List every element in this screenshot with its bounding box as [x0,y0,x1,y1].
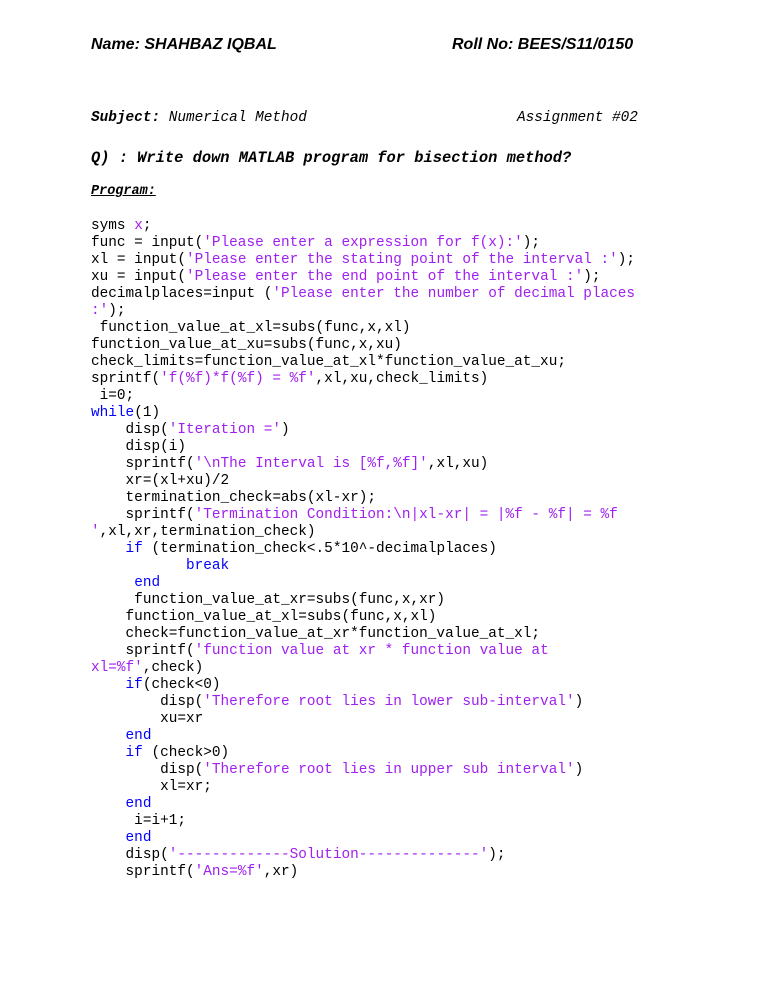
roll-label: Roll No: [452,36,514,53]
code-text: func = input( [91,235,204,251]
code-block [91,218,635,881]
name-value: SHAHBAZ IQBAL [144,36,277,53]
code-line [91,337,635,354]
code-line [91,728,635,745]
code-text: i=0; [91,388,135,404]
code-text: syms [91,218,135,234]
code-string: 'Termination Condition:\n|xl-xr| = |%f - %f| = %f [194,507,618,523]
code-keyword: if [125,541,143,557]
code-text: function_value_at_xr=subs(func,x,xr) [91,592,446,608]
code-text: sprintf( [91,507,195,523]
subject-value: Numerical Method [168,110,307,126]
code-line [91,864,635,881]
code-text: ; [142,218,152,234]
code-line [91,745,635,762]
code-line [91,524,635,541]
code-line [91,609,635,626]
code-text: disp(i) [91,439,186,455]
code-text: (1) [134,405,161,421]
code-text: sprintf( [91,864,195,880]
code-line [91,830,635,847]
code-line [91,252,635,269]
code-line [91,507,635,524]
code-text: sprintf( [91,371,161,387]
code-keyword: end [125,728,152,744]
code-string: 'Please enter the end point of the interval :' [186,269,584,285]
code-keyword: end [134,575,161,591]
code-text: ,xr) [263,864,299,880]
code-text: function_value_at_xu=subs(func,x,xu) [91,337,402,353]
code-line [91,660,635,677]
subject-label: Subject: [91,110,161,126]
code-string: '\nThe Interval is [%f,%f]' [194,456,428,472]
code-text: xu=xr [91,711,204,727]
code-text: sprintf( [91,456,195,472]
code-text: ); [617,252,636,268]
code-line [91,813,635,830]
code-line [91,541,635,558]
code-text: ); [108,303,126,319]
code-line [91,677,635,694]
code-text: xl = input( [91,252,186,268]
code-line [91,286,635,303]
code-line [91,422,635,439]
student-name-line [91,36,277,54]
code-keyword: if [125,677,143,693]
code-text: disp( [91,762,204,778]
code-line [91,490,635,507]
code-text: check=function_value_at_xr*function_value_at_xl; [91,626,541,642]
subject-line [91,110,307,126]
code-text: ); [522,235,541,251]
code-line [91,779,635,796]
code-text: (check>0) [142,745,230,761]
code-line [91,405,635,422]
code-text: disp( [91,847,169,863]
code-string: 'f(%f)*f(%f) = %f' [160,371,316,387]
code-text [91,796,126,812]
code-text: function_value_at_xl=subs(func,x,xl) [91,320,411,336]
code-line [91,626,635,643]
code-string: 'Please enter the stating point of the interval :' [186,252,618,268]
code-text: xr=(xl+xu)/2 [91,473,230,489]
name-label: Name: [91,36,140,53]
code-line [91,643,635,660]
code-line [91,796,635,813]
code-text: i=i+1; [91,813,186,829]
code-line [91,694,635,711]
code-text: (termination_check<.5*10^-decimalplaces) [142,541,497,557]
code-text: (check<0) [142,677,221,693]
code-text: ,xl,xu) [427,456,489,472]
code-string: '-------------Solution--------------' [168,847,489,863]
roll-value: BEES/S11/0150 [517,36,634,53]
code-text: ) [574,762,584,778]
code-keyword: while [91,405,135,421]
code-line [91,269,635,286]
code-text: termination_check=abs(xl-xr); [91,490,376,506]
code-text [91,575,134,591]
code-line [91,456,635,473]
code-string: 'Please enter the number of decimal places [272,286,636,302]
code-line [91,847,635,864]
code-line [91,575,635,592]
code-line [91,235,635,252]
code-string: 'Please enter a expression for f(x):' [203,235,523,251]
code-string: 'Ans=%f' [194,864,264,880]
code-line [91,439,635,456]
code-text: ,check) [142,660,204,676]
code-text: disp( [91,694,204,710]
code-text: xl=xr; [91,779,212,795]
code-string: :' [91,303,109,319]
code-text: ) [574,694,584,710]
code-text [91,830,126,846]
code-line [91,371,635,388]
code-text [91,541,126,557]
code-keyword: end [125,796,152,812]
code-text [91,745,126,761]
code-text [91,728,126,744]
code-text: function_value_at_xl=subs(func,x,xl) [91,609,437,625]
code-line [91,388,635,405]
code-text: ) [281,422,290,438]
code-text [91,677,126,693]
code-text: xu = input( [91,269,186,285]
code-text: ); [488,847,506,863]
code-text: ,xl,xu,check_limits) [315,371,489,387]
code-text: sprintf( [91,643,195,659]
code-line [91,558,635,575]
code-text: decimalplaces=input ( [91,286,273,302]
code-string: ' [91,524,100,540]
code-line [91,711,635,728]
question-text: Q) : Write down MATLAB program for bisection method? [91,149,572,167]
code-line [91,473,635,490]
code-string: xl=%f' [91,660,143,676]
code-keyword: if [125,745,143,761]
code-text: ); [583,269,601,285]
code-variable: x [134,218,143,234]
code-line [91,762,635,779]
code-line [91,218,635,235]
code-string: 'Therefore root lies in upper sub interval' [203,762,575,778]
code-text: disp( [91,422,169,438]
code-keyword: break [186,558,230,574]
code-string: 'Therefore root lies in lower sub-interval' [203,694,575,710]
code-string: 'function value at xr * function value at [194,643,549,659]
code-line [91,320,635,337]
code-keyword: end [125,830,152,846]
code-string: 'Iteration =' [168,422,281,438]
roll-number-line [452,36,633,54]
code-text: check_limits=function_value_at_xl*function_value_at_xu; [91,354,566,370]
code-text: ,xl,xr,termination_check) [99,524,316,540]
program-label: Program: [91,184,156,199]
code-text [91,558,186,574]
code-line [91,592,635,609]
code-line [91,354,635,371]
code-line [91,303,635,320]
assignment-number: Assignment #02 [517,110,638,126]
